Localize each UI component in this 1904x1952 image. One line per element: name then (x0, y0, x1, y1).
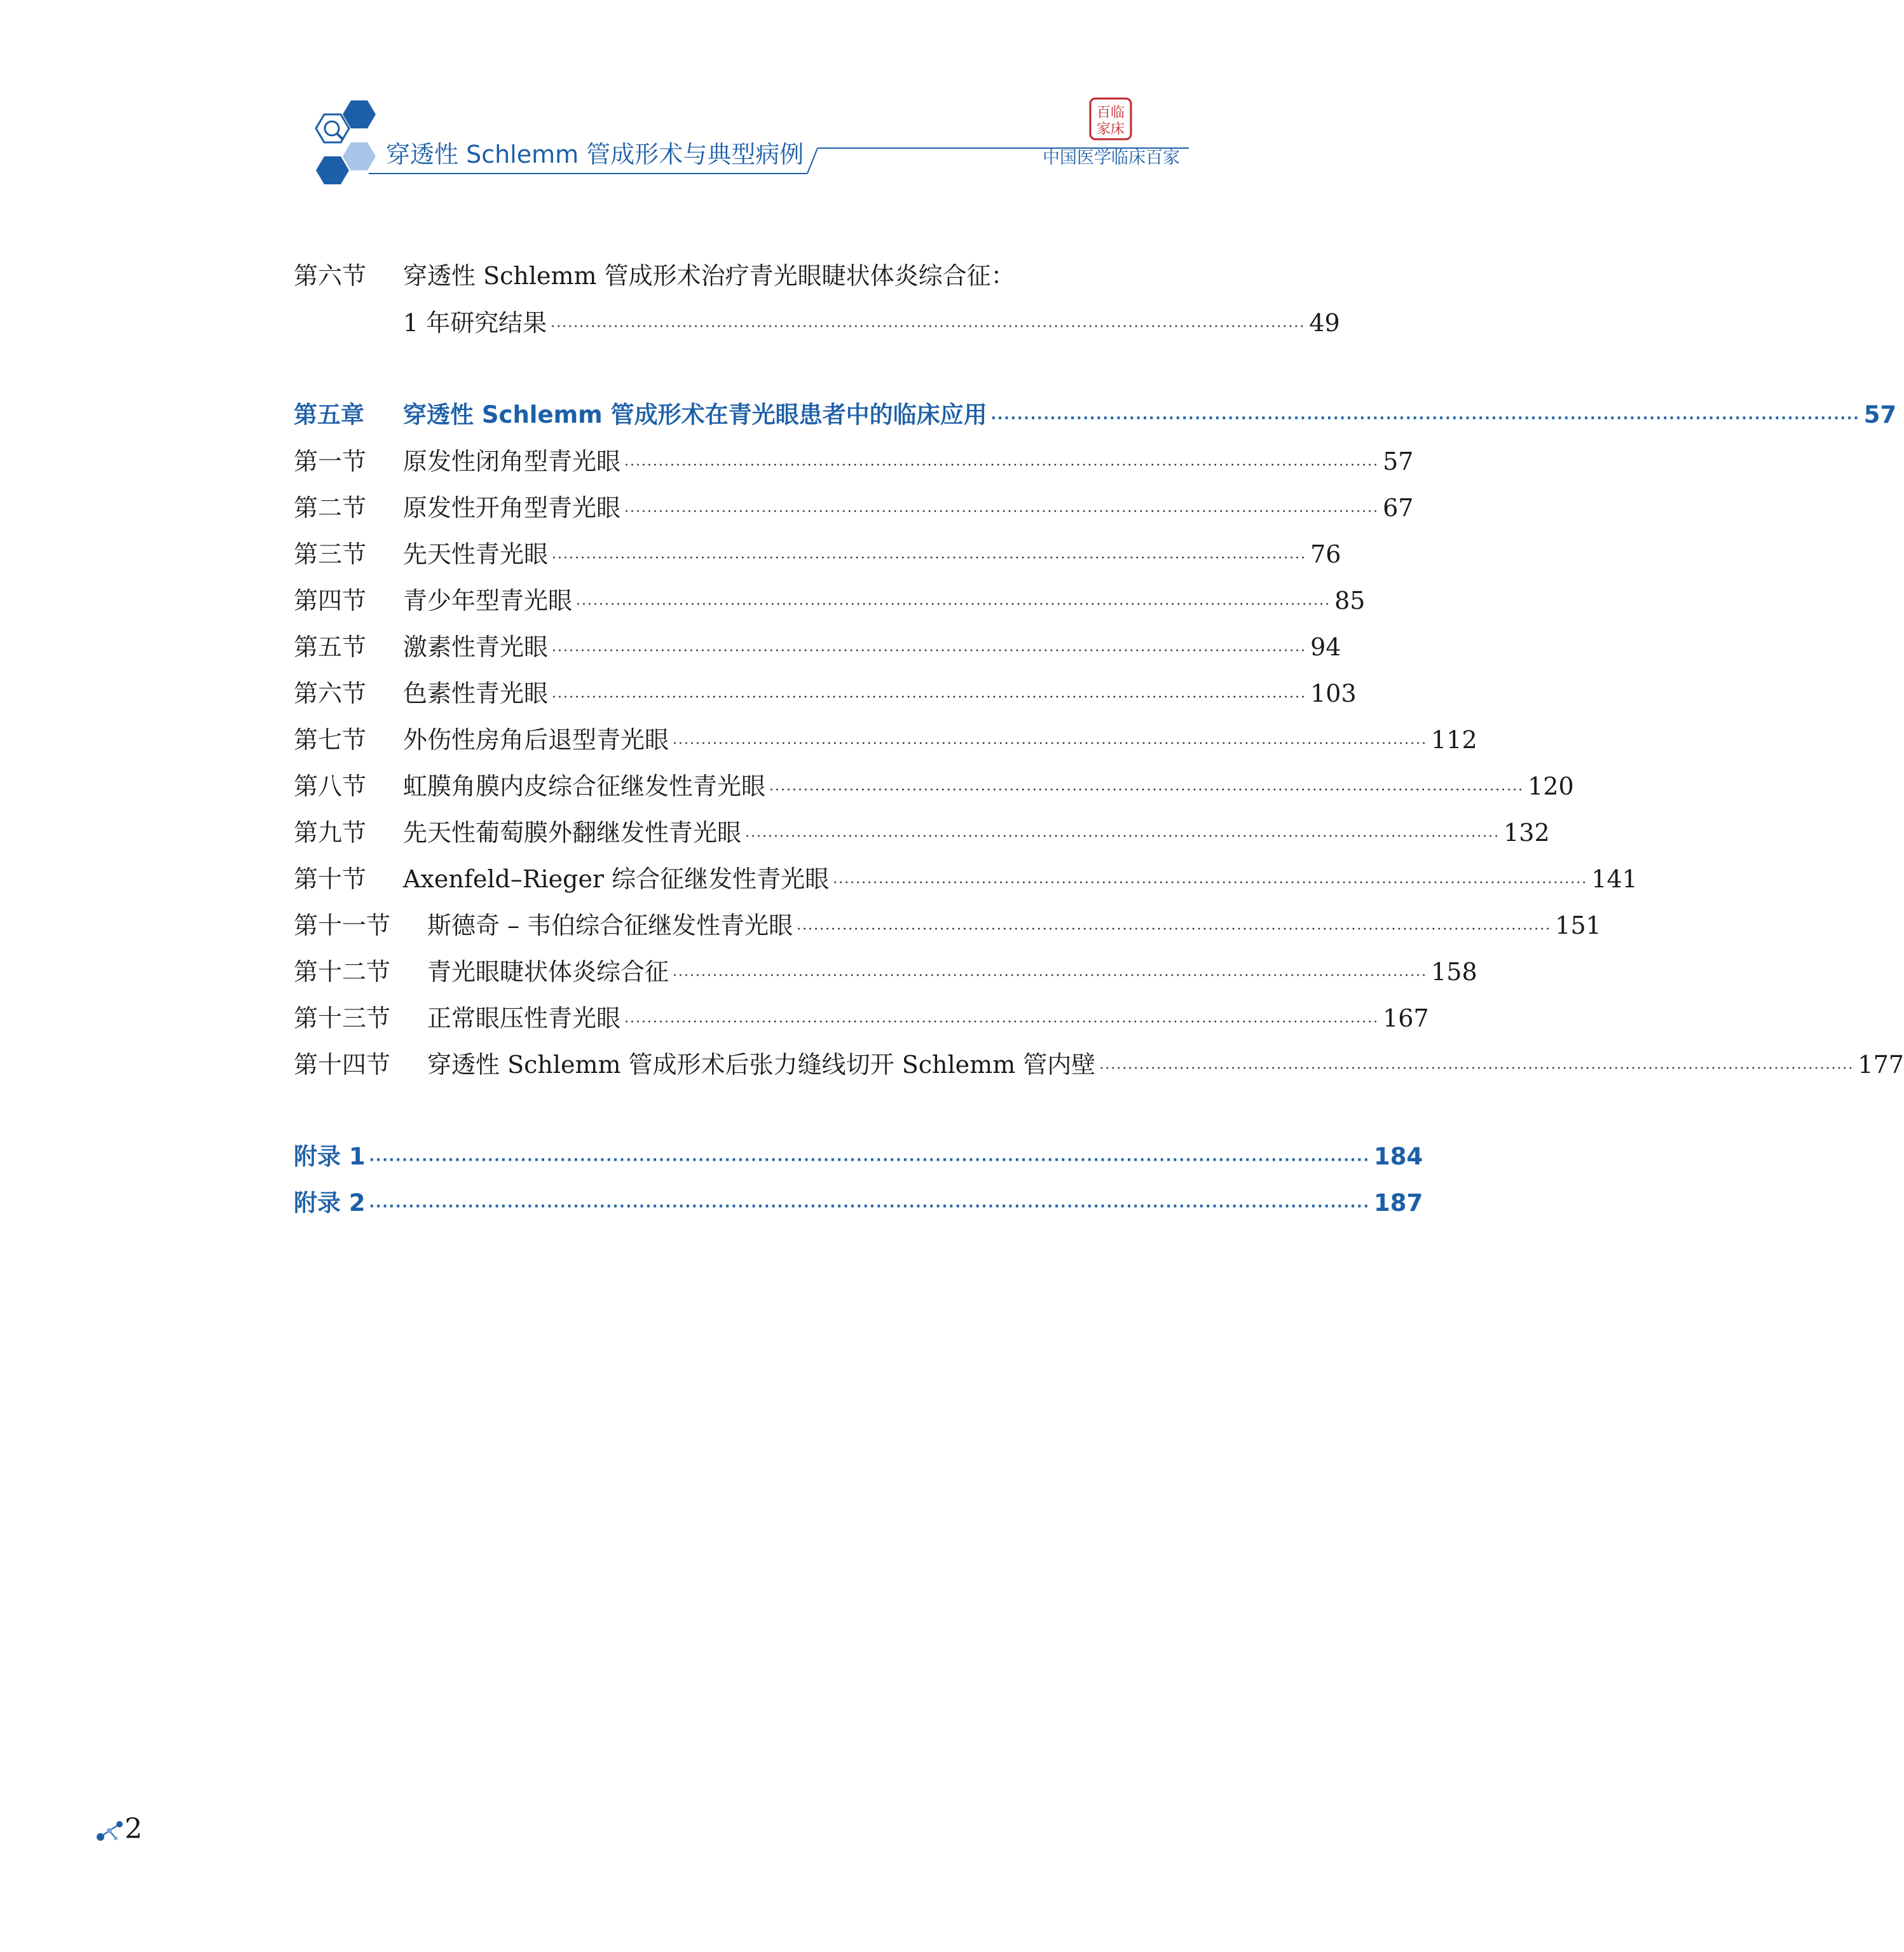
page-number: 112 (1431, 726, 1477, 754)
leader-dots: ···································································································································· (745, 829, 1500, 845)
section-title-line2: 1 年研究结果 (403, 309, 547, 337)
leader-dots: ···································································································································· (552, 690, 1307, 706)
section-title: Axenfeld–Rieger 综合征继发性青光眼 (403, 865, 830, 893)
appendix-label: 附录 1 (294, 1143, 366, 1170)
leader-dots: ························································································································································ (369, 1199, 1370, 1215)
toc-section[interactable] (294, 538, 1341, 571)
molecule-icon (94, 1818, 126, 1843)
section-number: 第六节 (294, 262, 367, 290)
leader-dots: ···································································································································· (624, 458, 1380, 474)
section-number: 第三节 (294, 540, 367, 568)
page-number: 158 (1431, 958, 1477, 986)
page-number: 177 (1858, 1051, 1904, 1079)
section-number: 第十二节 (294, 958, 391, 986)
section-number: 第四节 (294, 587, 367, 615)
svg-text:百临: 百临 (1096, 105, 1125, 121)
toc-section[interactable] (294, 445, 1414, 478)
seal-stamp-icon (1088, 97, 1133, 141)
page-number: 184 (1373, 1143, 1423, 1170)
leader-dots: ···································································································································· (552, 550, 1307, 566)
section-title: 外伤性房角后退型青光眼 (403, 726, 669, 754)
section-number: 第十一节 (294, 911, 391, 939)
section-number: 第七节 (294, 726, 367, 754)
chapter-number: 第五章 (294, 401, 364, 428)
toc-section[interactable] (294, 770, 1574, 803)
section-title: 青光眼睫状体炎综合征 (427, 958, 669, 986)
page-number: 85 (1334, 587, 1366, 615)
section-title: 色素性青光眼 (403, 679, 549, 707)
section-title: 先天性葡萄膜外翻继发性青光眼 (403, 819, 742, 847)
page-number: 141 (1591, 865, 1638, 893)
page-number: 57 (1863, 401, 1897, 428)
page-number: 49 (1309, 309, 1340, 337)
series-name: 中国医学临床百家 (1043, 148, 1180, 168)
page-number: 94 (1310, 633, 1341, 661)
leader-dots: ···································································································································· (797, 922, 1552, 938)
leader-dots: ···································································································································· (552, 643, 1307, 659)
toc-section[interactable] (294, 723, 1477, 756)
page-number: 120 (1528, 772, 1574, 800)
toc-section[interactable] (294, 677, 1357, 710)
leader-dots: ···································································································································· (576, 597, 1331, 613)
toc-section[interactable] (294, 909, 1601, 942)
leader-dots: ···································································································································· (990, 411, 1860, 427)
leader-dots: ···································································································································· (624, 1014, 1380, 1030)
page-number-footer: 2 (125, 1813, 142, 1845)
page-number: 187 (1373, 1189, 1423, 1217)
toc-section[interactable] (294, 631, 1341, 664)
leader-dots: ···································································································································· (1099, 1061, 1854, 1077)
section-number: 第五节 (294, 633, 367, 661)
leader-dots: ···································································································································· (769, 782, 1524, 798)
section-title: 原发性闭角型青光眼 (403, 447, 621, 475)
leader-dots: ························································································································································ (369, 1152, 1370, 1168)
section-title: 穿透性 Schlemm 管成形术后张力缝线切开 Schlemm 管内壁 (427, 1051, 1096, 1079)
leader-dots: ···································································································································· (624, 504, 1380, 520)
page-number: 132 (1503, 819, 1550, 847)
running-header (0, 0, 1390, 210)
page-number: 103 (1310, 679, 1357, 707)
section-title: 青少年型青光眼 (403, 587, 573, 615)
section-number: 第九节 (294, 819, 367, 847)
section-number: 第十节 (294, 865, 367, 893)
section-number: 第一节 (294, 447, 367, 475)
toc-appendix[interactable] (294, 1187, 1423, 1220)
leader-dots: ···································································································································· (673, 736, 1428, 752)
appendix-label: 附录 2 (294, 1189, 366, 1217)
toc-section-continued-line2[interactable] (294, 306, 1340, 339)
page-number: 76 (1310, 540, 1341, 568)
section-number: 第十四节 (294, 1051, 391, 1079)
svg-text:家床: 家床 (1096, 121, 1125, 137)
leader-dots: ···································································································································· (551, 319, 1306, 335)
leader-dots: ···································································································································· (833, 875, 1588, 891)
section-number: 第十三节 (294, 1004, 391, 1032)
book-title: 穿透性 Schlemm 管成形术与典型病例 (386, 140, 804, 168)
toc-section[interactable] (294, 491, 1414, 524)
section-title: 激素性青光眼 (403, 633, 549, 661)
toc-section-continued[interactable] (294, 259, 1189, 292)
section-title: 虹膜角膜内皮综合征继发性青光眼 (403, 772, 766, 800)
toc-section[interactable] (294, 816, 1550, 849)
section-title: 原发性开角型青光眼 (403, 494, 621, 522)
section-number: 第八节 (294, 772, 367, 800)
section-number: 第二节 (294, 494, 367, 522)
toc-chapter[interactable] (294, 399, 1897, 432)
chapter-title: 穿透性 Schlemm 管成形术在青光眼患者中的临床应用 (403, 401, 987, 428)
leader-dots: ···································································································································· (673, 968, 1428, 984)
section-title: 穿透性 Schlemm 管成形术治疗青光眼睫状体炎综合征： (403, 262, 1015, 290)
section-title: 先天性青光眼 (403, 540, 549, 568)
section-title: 正常眼压性青光眼 (427, 1004, 621, 1032)
section-title: 斯德奇 – 韦伯综合征继发性青光眼 (427, 911, 793, 939)
page-number: 67 (1383, 494, 1414, 522)
toc-section[interactable] (294, 955, 1477, 988)
toc-section[interactable] (294, 1002, 1429, 1035)
page-number: 167 (1383, 1004, 1429, 1032)
toc-section[interactable] (294, 863, 1638, 896)
toc-section[interactable] (294, 584, 1366, 617)
section-number: 第六节 (294, 679, 367, 707)
toc-appendix[interactable] (294, 1140, 1423, 1173)
toc-section[interactable] (294, 1048, 1904, 1081)
page-number: 57 (1383, 447, 1414, 475)
page-number: 151 (1555, 911, 1601, 939)
